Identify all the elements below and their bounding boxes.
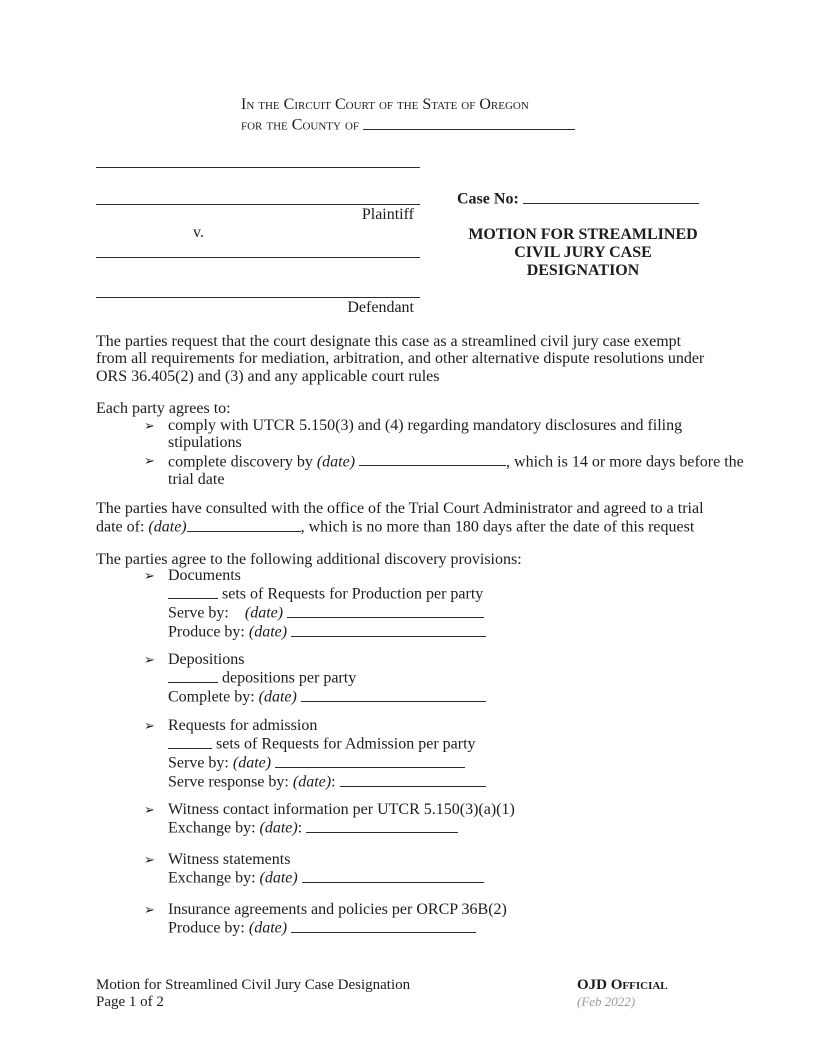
bullet-comply (96, 417, 744, 452)
motion-title-line3: DESIGNATION (526, 262, 640, 279)
bullet-documents (96, 567, 486, 641)
produce-by-label: Produce by: (168, 920, 245, 937)
party-name-line-3[interactable] (96, 257, 420, 258)
intro-line2: from all requirements for mediation, arbitration, and other alternative dispute resolutions under (96, 350, 705, 368)
documents-produce-date-field[interactable] (291, 622, 486, 637)
party-name-line-4[interactable] (96, 297, 420, 298)
exchange-by-label: Exchange by: (168, 820, 256, 837)
admission-count-suffix: sets of Requests for Admission per party (216, 736, 476, 753)
trial-date-field[interactable] (187, 517, 301, 532)
footer-right (577, 977, 668, 1010)
bullet-insurance (96, 901, 507, 937)
documents-serve-date-field[interactable] (287, 603, 484, 618)
intro-line1: The parties request that the court designate this case as a streamlined civil jury case exempt (96, 333, 682, 350)
consult-post-text: , which is no more than 180 days after the date of this request (300, 519, 695, 536)
consult-pre-text: date of: (96, 519, 145, 536)
date-placeholder: (date) (232, 755, 272, 772)
discovery-post-text: , which is 14 or more days before the (506, 453, 744, 471)
admission-response-date-field[interactable] (340, 772, 486, 787)
exchange-by-label: Exchange by: (168, 870, 256, 887)
serve-response-by-label: Serve response by: (168, 774, 289, 791)
section-depositions (96, 651, 486, 706)
party-name-line-1[interactable] (96, 167, 420, 168)
motion-title (447, 226, 719, 280)
bullet-arrow-icon: ➢ (144, 719, 155, 734)
bullet-arrow-icon: ➢ (144, 419, 155, 434)
bullet-witness-contact (96, 801, 515, 837)
case-number-label: Case No: (457, 190, 519, 208)
county-name-field[interactable] (363, 115, 575, 130)
witness-statements-title: Witness statements (168, 851, 291, 868)
witness-statements-date-field[interactable] (302, 868, 484, 883)
bullet-discovery-line1 (168, 452, 744, 471)
versus-label: v. (193, 224, 204, 241)
documents-count-line (168, 584, 486, 603)
admission-count-field[interactable] (168, 734, 212, 749)
party-name-line-2[interactable] (96, 204, 420, 205)
date-placeholder: (date) (248, 624, 288, 641)
admission-serve-date-field[interactable] (275, 753, 465, 768)
insurance-title: Insurance agreements and policies per ORCP 36B(2) (168, 901, 507, 918)
depositions-count-suffix: depositions per party (222, 670, 357, 687)
bullet-arrow-icon: ➢ (144, 653, 155, 668)
discovery-date-field[interactable] (359, 452, 506, 467)
bullet-admission (96, 717, 486, 791)
section-witness-statements (96, 851, 484, 887)
date-placeholder: (date) (258, 689, 297, 706)
date-placeholder: (date) (148, 519, 187, 536)
depositions-complete-line (168, 687, 486, 706)
documents-title: Documents (168, 567, 241, 584)
date-placeholder: (date) (292, 774, 332, 791)
discovery-pre-text: complete discovery by (168, 453, 313, 471)
agrees-heading: Each party agrees to: (96, 400, 231, 417)
admission-response-line (168, 772, 486, 791)
serve-by-label: Serve by: (168, 605, 241, 622)
motion-title-line2: CIVIL JURY CASE (514, 244, 652, 261)
documents-count-field[interactable] (168, 584, 218, 599)
admission-serve-line (168, 753, 486, 772)
admission-count-line (168, 734, 486, 753)
court-header (241, 95, 575, 136)
documents-produce-line (168, 622, 486, 641)
consult-line1: The parties have consulted with the office of the Trial Court Administrator and agreed to a trial (96, 500, 704, 517)
documents-serve-line (168, 603, 486, 622)
bullet-comply-line2: stipulations (168, 434, 242, 452)
consult-paragraph (96, 500, 704, 536)
section-witness-contact (96, 801, 515, 837)
date-placeholder: (date) (259, 820, 298, 837)
bullet-arrow-icon: ➢ (144, 803, 155, 818)
footer-revision-date: (Feb 2022) (577, 994, 636, 1009)
insurance-produce-date-field[interactable] (291, 918, 476, 933)
insurance-produce-line (168, 918, 507, 937)
consult-line2 (96, 517, 704, 536)
serve-by-label: Serve by: (168, 755, 229, 772)
bullet-depositions (96, 651, 486, 706)
bullet-arrow-icon: ➢ (144, 903, 155, 918)
bullet-witness-statements (96, 851, 484, 887)
bullet-arrow-icon: ➢ (144, 853, 155, 868)
footer-left (96, 977, 410, 1011)
bullet-arrow-icon: ➢ (144, 453, 155, 469)
defendant-label: Defendant (347, 299, 414, 316)
date-placeholder: (date) (244, 605, 284, 622)
court-header-line2 (241, 115, 575, 136)
plaintiff-label: Plaintiff (361, 206, 414, 223)
provisions-heading: The parties agree to the following additional discovery provisions: (96, 551, 522, 568)
bullet-discovery (96, 452, 744, 488)
county-of-label: for the County of (241, 116, 360, 134)
date-placeholder: (date) (316, 453, 356, 471)
intro-line3: ORS 36.405(2) and (3) and any applicable court rules (96, 367, 440, 385)
motion-title-line1: MOTION FOR STREAMLINED (468, 226, 698, 243)
depositions-count-line (168, 668, 486, 687)
footer-doc-title: Motion for Streamlined Civil Jury Case Designation (96, 977, 411, 993)
footer-ojd-official: OJD Official (577, 977, 668, 993)
agrees-bullets (96, 417, 744, 488)
date-placeholder: (date) (259, 870, 298, 887)
witness-contact-title: Witness contact information per UTCR 5.150(3)(a)(1) (168, 801, 515, 818)
date-placeholder: (date) (248, 920, 288, 937)
section-documents (96, 567, 486, 641)
bullet-comply-line1: comply with UTCR 5.150(3) and (4) regarding mandatory disclosures and filing (168, 417, 683, 434)
depositions-count-field[interactable] (168, 668, 218, 683)
witness-contact-date-field[interactable] (306, 818, 458, 833)
depositions-title: Depositions (168, 651, 245, 668)
complete-by-label: Complete by: (168, 689, 255, 706)
case-number-row (457, 189, 699, 209)
section-admission (96, 717, 486, 791)
footer-page-number: Page 1 of 2 (96, 994, 164, 1010)
case-number-field[interactable] (523, 189, 699, 204)
documents-count-suffix: sets of Requests for Production per party (222, 586, 484, 603)
produce-by-label: Produce by: (168, 624, 245, 641)
intro-paragraph (96, 333, 704, 385)
witness-statements-exchange-line (168, 868, 484, 887)
colon-text: : (331, 774, 336, 791)
depositions-complete-date-field[interactable] (301, 687, 486, 702)
colon-text: : (297, 820, 303, 837)
court-header-line1: In the Circuit Court of the State of Oregon (241, 96, 529, 113)
admission-title: Requests for admission (168, 717, 318, 734)
bullet-discovery-line2: trial date (168, 470, 225, 488)
section-insurance (96, 901, 507, 937)
witness-contact-exchange-line (168, 818, 515, 837)
bullet-arrow-icon: ➢ (144, 569, 155, 584)
